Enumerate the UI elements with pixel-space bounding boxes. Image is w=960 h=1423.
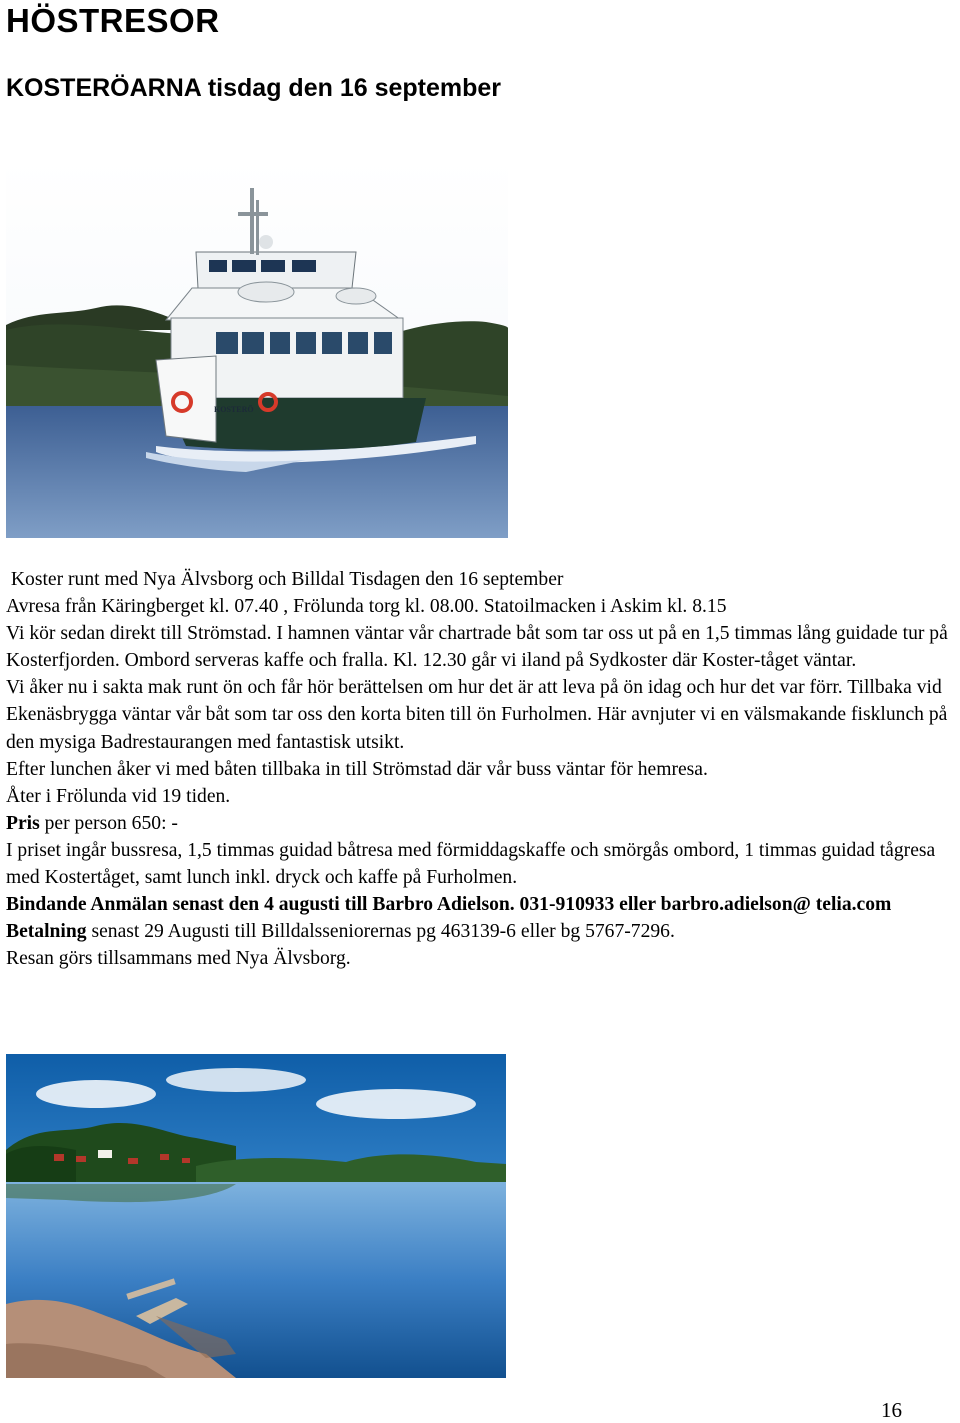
departure-line: Avresa från Käringberget kl. 07.40 , Frölunda torg kl. 08.00. Statoilmacken i Askim kl. 8.15: [6, 596, 727, 618]
boat-photo: [6, 160, 508, 538]
arrival-line: Åter i Frölunda vid 19 tiden.: [6, 785, 231, 807]
price-label: Pris: [6, 812, 40, 834]
page-number: 16: [881, 1398, 902, 1422]
registration-line: [6, 891, 958, 918]
itinerary-paragraph-1: Vi kör sedan direkt till Strömstad. I hamnen väntar vår chartrade båt som tar oss ut på en 1,5 timmas lång guidade tur på Kosterfjorden. Ombord serveras kaffe och fralla. Kl. 12.30 går vi iland på Sydkoster där Koster-tåget väntar.: [6, 623, 948, 672]
trip-description: [6, 566, 958, 972]
trip-title: KOSTERÖARNA tisdag den 16 september: [6, 74, 502, 102]
price-value: per person 650: -: [39, 812, 178, 834]
partner-line: Resan görs tillsammans med Nya Älvsborg.: [6, 948, 351, 970]
price-line: [6, 810, 958, 837]
itinerary-paragraph-2: Vi åker nu i sakta mak runt ön och får hör berättelsen om hur det är att leva på ön idag och hur det var förr. Tillbaka vid Ekenäsbrygga väntar vår båt som tar oss den korta biten till ön Furholmen. Här avnjuter vi en välsmakande fisklunch på den mysiga Badrestaurangen med fantastisk utsikt.: [6, 677, 948, 753]
registration-text: Bindande Anmälan senast den 4 augusti till Barbro Adielson. 031-910933 eller barbro.adielson@ telia.com: [6, 894, 892, 916]
payment-label: Betalning: [6, 921, 87, 943]
return-line: Efter lunchen åker vi med båten tillbaka in till Strömstad där vår buss väntar för hemresa.: [6, 758, 708, 780]
intro-line: Koster runt med Nya Älvsborg och Billdal Tisdagen den 16 september: [6, 569, 564, 590]
included-paragraph: I priset ingår bussresa, 1,5 timmas guidad båtresa med förmiddagskaffe och smörgås ombord, 1 timmas guidad tågresa med Kostertåget, samt lunch inkl. dryck och kaffe på Furholmen.: [6, 839, 936, 889]
page-heading: HÖSTRESOR: [6, 2, 220, 39]
archipelago-photo: [6, 1054, 506, 1378]
boat-name-text: KOSTERÖ: [214, 405, 254, 414]
payment-line: [6, 918, 958, 945]
payment-details: senast 29 Augusti till Billdalsseniorernas pg 463139-6 eller bg 5767-7296.: [86, 921, 675, 943]
